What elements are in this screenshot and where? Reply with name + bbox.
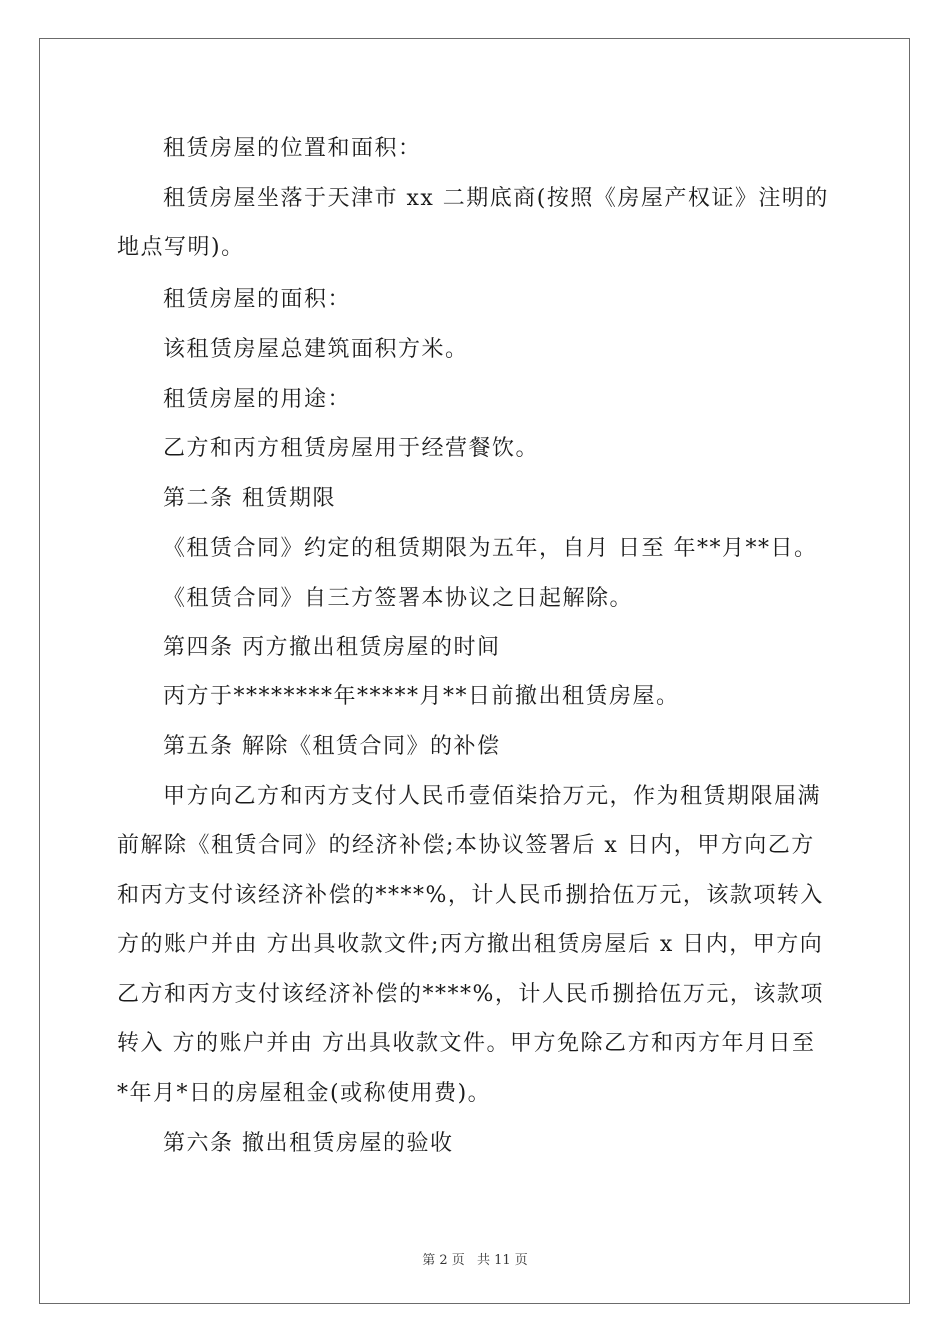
text-line: 《租赁合同》自三方签署本协议之日起解除。 (163, 586, 634, 611)
page-total: 共 11 页 (476, 1253, 528, 1268)
text-line: 租赁房屋的用途： (163, 387, 352, 412)
page-footer (0, 1249, 950, 1268)
text-line: 甲方向乙方和丙方支付人民币壹佰柒拾万元，作为租赁期限届满 (163, 784, 822, 809)
text-line: 前解除《租赁合同》的经济补偿;本协议签署后 x 日内，甲方向乙方 (117, 833, 815, 858)
text-line: 乙方和丙方支付该经济补偿的****%，计人民币捌拾伍万元，该款项 (117, 982, 824, 1007)
text-line: 和丙方支付该经济补偿的****%，计人民币捌拾伍万元，该款项转入 (117, 883, 824, 908)
section-heading: 第二条 租赁期限 (163, 486, 336, 511)
text-line: 租赁房屋坐落于天津市 xx 二期底商(按照《房屋产权证》注明的 (163, 186, 829, 211)
text-line: 方的账户并由 方出具收款文件;丙方撤出租赁房屋后 x 日内，甲方向 (117, 932, 824, 957)
text-line: 租赁房屋的面积： (163, 287, 352, 312)
page-border (39, 38, 910, 1304)
text-line: 乙方和丙方租赁房屋用于经营餐饮。 (163, 436, 540, 461)
section-heading: 第六条 撤出租赁房屋的验收 (163, 1131, 454, 1156)
text-line: 转入 方的账户并由 方出具收款文件。甲方免除乙方和丙方年月日至 (117, 1031, 816, 1056)
text-line: *年月*日的房屋租金(或称使用费)。 (117, 1081, 492, 1106)
section-heading: 第四条 丙方撤出租赁房屋的时间 (163, 635, 501, 660)
text-line: 租赁房屋的位置和面积： (163, 136, 422, 161)
text-line: 该租赁房屋总建筑面积方米。 (163, 337, 469, 362)
section-heading: 第五条 解除《租赁合同》的补偿 (163, 734, 501, 759)
page-number: 第 2 页 (422, 1253, 465, 1268)
text-line: 《租赁合同》约定的租赁期限为五年，自月 日至 年**月**日。 (163, 536, 818, 561)
text-line: 地点写明)。 (117, 235, 245, 260)
text-line: 丙方于********年*****月**日前撤出租赁房屋。 (163, 684, 680, 709)
